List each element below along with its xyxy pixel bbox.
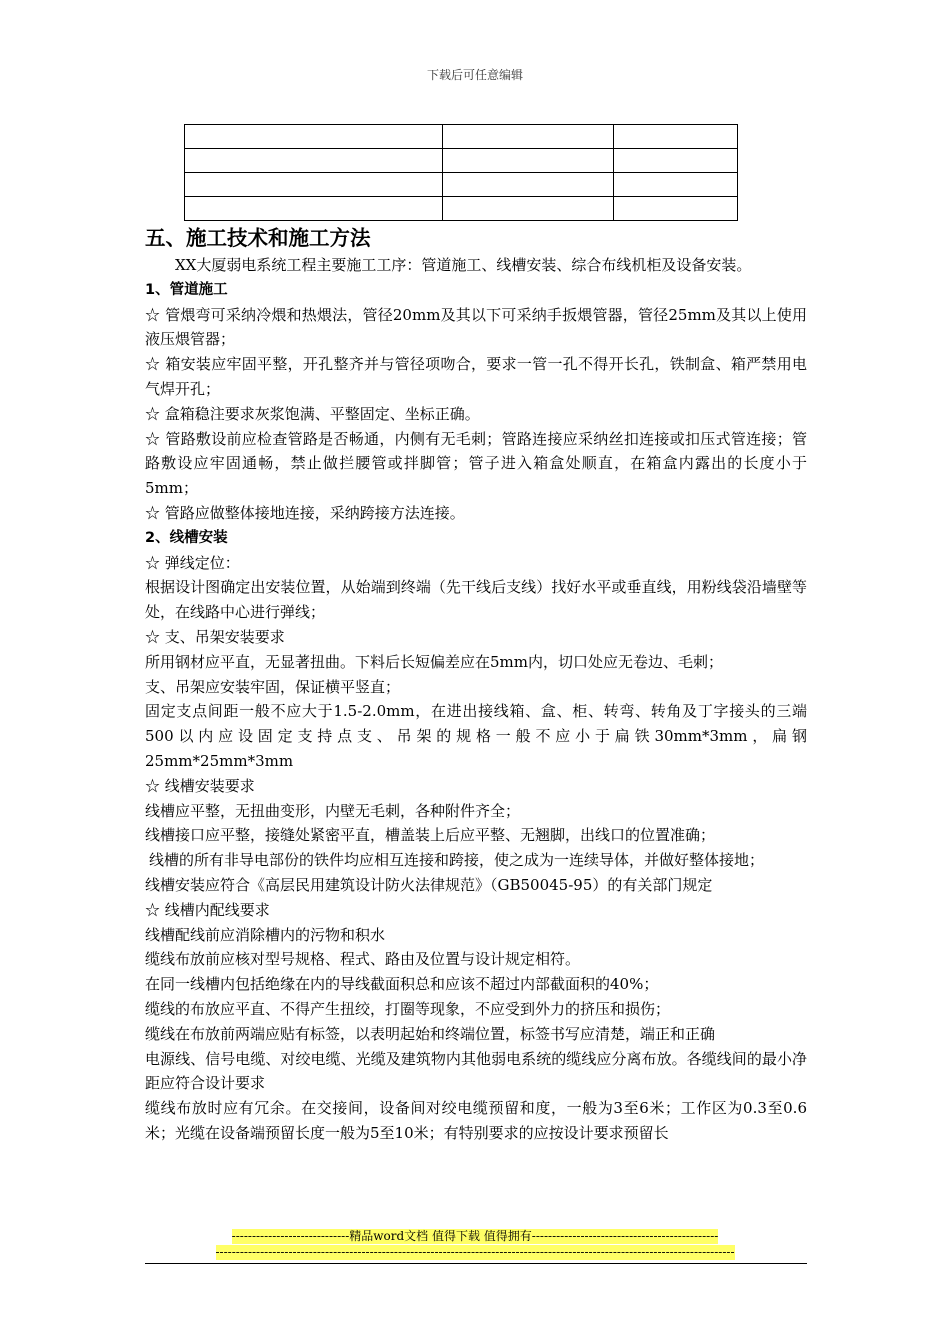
heading-pipe-construction: 1、管道施工	[145, 281, 228, 298]
table-cell	[185, 173, 443, 197]
list-item: ☆ 线槽安装要求	[145, 776, 255, 795]
paragraph: 支、吊架应安装牢固，保证横平竖直；	[145, 677, 401, 696]
table-cell	[614, 173, 738, 197]
paragraph: 在同一线槽内包括绝缘在内的导线截面积总和应该不超过内部截面积的40%；	[145, 975, 659, 994]
paragraph: 线槽应平整，无扭曲变形，内壁无毛刺，各种附件齐全；	[145, 801, 521, 820]
paragraph: 线槽接口应平整，接缝处紧密平直，槽盖装上后应平整、无翘脚，出线口的位置准确；	[145, 826, 716, 845]
document-body	[145, 224, 807, 1146]
paragraph: 电源线、信号电缆、对绞电缆、光缆及建筑物内其他弱电系统的缆线应分离布放。各缆线间的最小净距应符合设计要求	[145, 1049, 807, 1093]
table-cell	[443, 125, 614, 149]
list-item: ☆ 弹线定位：	[145, 553, 240, 572]
list-item: ☆ 管路敷设前应检查管路是否畅通，内侧有无毛刺；管路连接应采纳丝扣连接或扣压式管连接；管路敷设应牢固通畅，禁止做拦腰管或拌脚管；管子进入箱盒处顺直，在箱盒内露出的长度小于5mm；	[145, 429, 807, 498]
list-item: ☆ 管路应做整体接地连接，采纳跨接方法连接。	[145, 503, 465, 522]
table-cell	[185, 197, 443, 221]
table-row	[185, 149, 738, 173]
table-cell	[614, 125, 738, 149]
list-item: ☆ 支、吊架安装要求	[145, 627, 285, 646]
heading-trunking-installation: 2、线槽安装	[145, 529, 228, 546]
paragraph: 根据设计图确定出安装位置，从始端到终端（先干线后支线）找好水平或垂直线，用粉线袋沿墙壁等处，在线路中心进行弹线；	[145, 578, 807, 622]
table-cell	[443, 197, 614, 221]
paragraph: 缆线的布放应平直、不得产生扭绞，打圈等现象，不应受到外力的挤压和损伤；	[145, 999, 671, 1018]
table-cell	[614, 149, 738, 173]
table-cell	[185, 125, 443, 149]
list-item: ☆ 盒箱稳注要求灰浆饱满、平整固定、坐标正确。	[145, 404, 480, 423]
paragraph: 缆线布放时应有冗余。在交接间，设备间对绞电缆预留和度，一般为3至6米；工作区为0.3至0.6米；光缆在设备端预留长度一般为5至10米；有特别要求的应按设计要求预留长	[145, 1099, 807, 1142]
footer-dash-line: --------------------------------------------------------------------------------------------------------------------------------	[215, 1245, 735, 1259]
paragraph: 线槽安装应符合《高层民用建筑设计防火法律规范》（GB50045-95）的有关部门规定	[145, 875, 713, 894]
paragraph: 固定支点间距一般不应大于1.5-2.0mm，在进出接线箱、盒、柜、转弯、转角及丁字接头的三端500以内应设固定支持点支、吊架的规格一般不应小于扁铁30mm*3mm，扁钢25mm*25mm*3mm	[145, 702, 807, 770]
footer-divider	[145, 1263, 807, 1264]
footer-banner-top	[0, 1229, 950, 1244]
table-row	[185, 173, 738, 197]
paragraph: 缆线布放前应核对型号规格、程式、路由及位置与设计规定相符。	[145, 950, 581, 969]
table-cell	[185, 149, 443, 173]
table-cell	[614, 197, 738, 221]
list-item: ☆ 箱安装应牢固平整，开孔整齐并与管径项吻合，要求一管一孔不得开长孔，铁制盒、箱严禁用电气焊开孔；	[145, 355, 807, 398]
table-cell	[443, 149, 614, 173]
footer-banner-bottom	[0, 1245, 950, 1260]
section-title: 五、施工技术和施工方法	[145, 226, 371, 250]
list-item: ☆ 管煨弯可采纳冷煨和热煨法，管径20mm及其以下可采纳手扳煨管器，管径25mm及其以上使用液压煨管器；	[145, 305, 807, 349]
paragraph: 缆线在布放前两端应贴有标签，以表明起始和终端位置，标签书写应清楚，端正和正确	[145, 1024, 716, 1043]
paragraph: 线槽配线前应消除槽内的污物和积水	[145, 925, 386, 944]
section-intro: XX大厦弱电系统工程主要施工工序：管道施工、线槽安装、综合布线机柜及设备安装。	[175, 256, 752, 274]
blank-table	[184, 124, 738, 221]
paragraph: 所用钢材应平直，无显著扭曲。下料后长短偏差应在5mm内，切口处应无卷边、毛刺；	[145, 652, 723, 671]
table-row	[185, 197, 738, 221]
footer-banner-text: -----------------------------精品word文档 值得下载 值得拥有----------------------------------------------	[231, 1229, 719, 1243]
table-row	[185, 125, 738, 149]
list-item: ☆ 线槽内配线要求	[145, 900, 270, 919]
paragraph: 线槽的所有非导电部份的铁件均应相互连接和跨接，使之成为一连续导体，并做好整体接地；	[149, 851, 765, 870]
table-cell	[443, 173, 614, 197]
page-header: 下载后可任意编辑	[426, 68, 523, 82]
